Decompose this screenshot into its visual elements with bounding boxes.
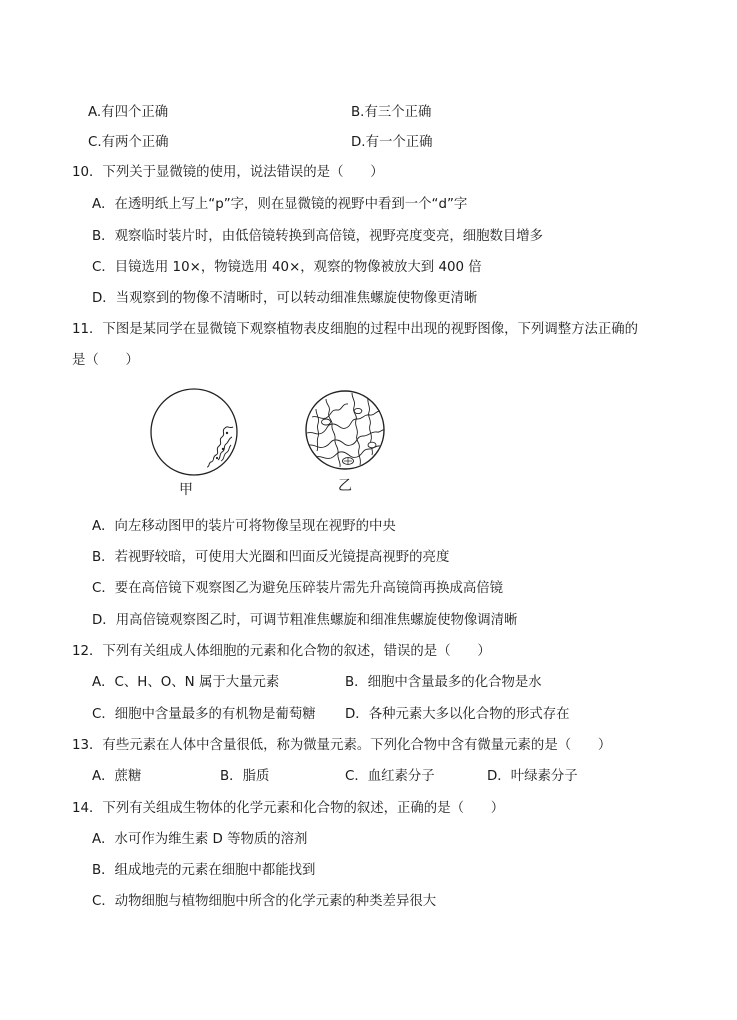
q9-option-a: A.有四个正确 <box>88 105 169 120</box>
q9-option-b: B.有三个正确 <box>351 105 432 120</box>
q9-option-d: D.有一个正确 <box>351 135 433 150</box>
q14-stem: 14．下列有关组成生物体的化学元素和化合物的叙述，正确的是（ ） <box>72 801 505 816</box>
q10-option-c: C．目镜选用 10×，物镜选用 40×，观察的物像被放大到 400 倍 <box>92 260 482 275</box>
q13-stem: 13．有些元素在人体中含量很低，称为微量元素。下列化合物中含有微量元素的是（ ） <box>72 738 612 753</box>
q12-option-c: C．细胞中含量最多的有机物是葡萄糖 <box>92 707 316 722</box>
q11-stem-line2: 是（ ） <box>72 353 139 368</box>
q13-option-a: A．蔗糖 <box>92 769 142 784</box>
q10-stem: 10．下列关于显微镜的使用，说法错误的是（ ） <box>72 165 384 180</box>
figure-jia-field <box>149 387 239 477</box>
q11-option-c: C．要在高倍镜下观察图乙为避免压碎装片需先升高镜筒再换成高倍镜 <box>92 581 504 596</box>
figure-jia-label: 甲 <box>179 482 193 498</box>
q14-option-a: A．水可作为维生素 D 等物质的溶剂 <box>92 832 308 847</box>
figure-yi-label: 乙 <box>338 478 352 494</box>
q14-option-c: C．动物细胞与植物细胞中所含的化学元素的种类差异很大 <box>92 894 437 909</box>
q10-option-a: A．在透明纸上写上“p”字，则在显微镜的视野中看到一个“d”字 <box>92 197 468 212</box>
q10-option-d: D．当观察到的物像不清晰时，可以转动细准焦螺旋使物像更清晰 <box>92 291 478 306</box>
q12-option-b: B．细胞中含量最多的化合物是水 <box>345 675 542 690</box>
q14-option-b: B．组成地壳的元素在细胞中都能找到 <box>92 863 316 878</box>
q11-option-d: D．用高倍镜观察图乙时，可调节粗准焦螺旋和细准焦螺旋使物像调清晰 <box>92 613 518 628</box>
q12-option-d: D．各种元素大多以化合物的形式存在 <box>345 707 570 722</box>
figure-yi-field <box>304 389 386 471</box>
q13-option-b: B．脂质 <box>220 769 270 784</box>
q10-option-b: B．观察临时装片时，由低倍镜转换到高倍镜，视野亮度变亮，细胞数目增多 <box>92 229 544 244</box>
q11-option-a: A．向左移动图甲的装片可将物像呈现在视野的中央 <box>92 519 396 534</box>
q13-option-d: D．叶绿素分子 <box>487 769 578 784</box>
q12-option-a: A．C、H、O、N 属于大量元素 <box>92 675 280 690</box>
q9-option-c: C.有两个正确 <box>88 135 169 150</box>
q11-stem-line1: 11．下图是某同学在显微镜下观察植物表皮细胞的过程中出现的视野图像，下列调整方法正确的 <box>72 322 639 337</box>
q13-option-c: C．血红素分子 <box>345 769 435 784</box>
q12-stem: 12．下列有关组成人体细胞的元素和化合物的叙述，错误的是（ ） <box>72 644 491 659</box>
q11-option-b: B．若视野较暗，可使用大光圈和凹面反光镜提高视野的亮度 <box>92 550 450 565</box>
